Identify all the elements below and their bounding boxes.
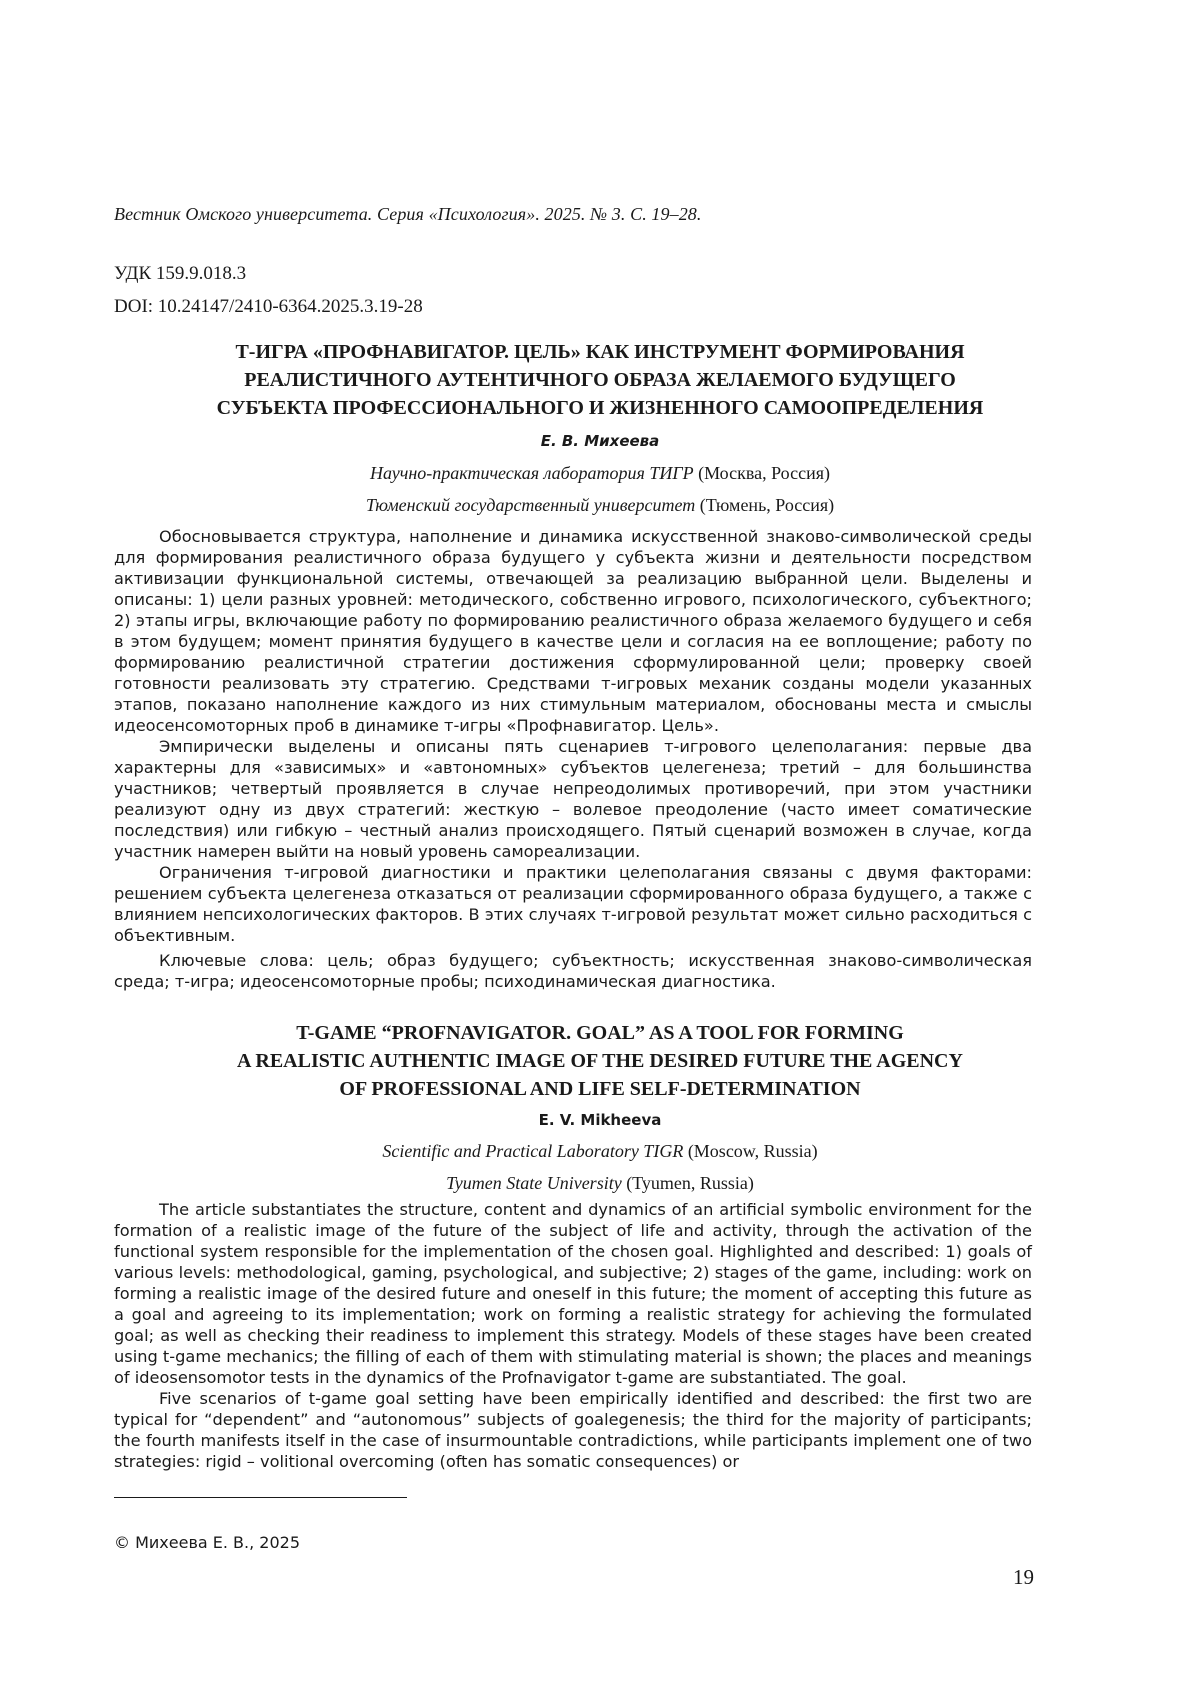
abstract-en bbox=[114, 1199, 1032, 1472]
abstract-paragraph: Обосновывается структура, наполнение и динамика искусственной знаково-символической среды для формирования реалистичного образа будущего у субъекта жизни и деятельности посредством активизации функциональной системы, отвечающей за реализацию выбранной цели. Выделены и описаны: 1) цели разных уровней: методического, собственно игрового, психологического, субъектного; 2) этапы игры, включающие работу по формированию реалистичного образа желаемого будущего и себя в этом будущем; момент принятия будущего в качестве цели и согласия на ее воплощение; работу по формированию реалистичной стратегии достижения сформулированной цели; проверку своей готовности реализовать эту стратегию. Средствами т-игровых механик созданы модели указанных этапов, показано наполнение каждого из них стимульным материалом, обоснованы места и смыслы идеосенсомоторных проб в динамике т-игры «Профнавигатор. Цель». bbox=[114, 527, 1032, 735]
title-ru-line: СУБЪЕКТА ПРОФЕССИОНАЛЬНОГО И ЖИЗНЕННОГО САМООПРЕДЕЛЕНИЯ bbox=[216, 397, 984, 419]
author-ru: Е. В. Михеева bbox=[540, 432, 660, 450]
page-number: 19 bbox=[1013, 1565, 1034, 1589]
title-en bbox=[114, 1019, 1086, 1103]
abstract-paragraph: Five scenarios of t-game goal setting have been empirically identified and described: the first two are typical for “dependent” and “autonomous” subjects of goalegenesis; the third for the majority of participants; the fourth manifests itself in the case of insurmountable contradictions, while participants implement one of two strategies: rigid – volitional overcoming (often has somatic consequences) or bbox=[114, 1389, 1032, 1471]
author-en: E. V. Mikheeva bbox=[538, 1111, 662, 1129]
affiliation-place: (Tyumen, Russia) bbox=[626, 1173, 754, 1193]
affiliation-name: Tyumen State University bbox=[446, 1173, 622, 1193]
abstract-ru bbox=[114, 526, 1032, 946]
affiliation-name: Scientific and Practical Laboratory TIGR bbox=[382, 1141, 684, 1161]
abstract-paragraph: Эмпирически выделены и описаны пять сценариев т-игрового целеполагания: первые два характерны для «зависимых» и «автономных» субъектов целегенеза; третий – для большинства участников; четвертый проявляется в случае непреодолимых противоречий, при этом участники реализуют одну из двух стратегий: жесткую – волевое преодоление (часто имеет соматические последствия) или гибкую – честный анализ происходящего. Пятый сценарий возможен в случае, когда участник намерен выйти на новый уровень самореализации. bbox=[114, 737, 1032, 861]
affiliation-en-2 bbox=[114, 1173, 1086, 1194]
doi[interactable]: DOI: 10.24147/2410-6364.2025.3.19-28 bbox=[114, 296, 423, 317]
title-ru bbox=[114, 338, 1086, 422]
abstract-paragraph: The article substantiates the structure, content and dynamics of an artificial symbolic environment for the formation of a realistic image of the future of the subject of life and activity, through the activation of the functional system responsible for the implementation of the chosen goal. Highlighted and described: 1) goals of various levels: methodological, gaming, psychological, and subjective; 2) stages of the game, including: work on forming a realistic image of the desired future and oneself in this future; the moment of accepting this future as a goal and agreeing to its implementation; work on forming a realistic strategy for achieving the formulated goal; as well as checking their readiness to implement this strategy. Models of these stages have been created using t-game mechanics; the filling of each of them with stimulating material is shown; the places and meanings of ideosensomotor tests in the dynamics of the Profnavigator t-game are substantiated. The goal. bbox=[114, 1200, 1032, 1387]
affiliation-ru-1 bbox=[114, 463, 1086, 484]
footnote-divider bbox=[114, 1497, 407, 1498]
title-en-line: OF PROFESSIONAL AND LIFE SELF-DETERMINATION bbox=[339, 1078, 861, 1100]
title-en-line: A REALISTIC AUTHENTIC IMAGE OF THE DESIRED FUTURE THE AGENCY bbox=[237, 1050, 963, 1072]
copyright-note: © Михеева Е. В., 2025 bbox=[114, 1533, 300, 1552]
title-ru-line: РЕАЛИСТИЧНОГО АУТЕНТИЧНОГО ОБРАЗА ЖЕЛАЕМОГО БУДУЩЕГО bbox=[244, 369, 956, 391]
keywords-ru bbox=[114, 950, 1032, 992]
journal-citation: Вестник Омского университета. Серия «Психология». 2025. № 3. С. 19–28. bbox=[114, 204, 702, 224]
keywords-text: Ключевые слова: цель; образ будущего; субъектность; искусственная знаково-символическая среда; т-игра; идеосенсомоторные пробы; психодинамическая диагностика. bbox=[114, 951, 1032, 991]
affiliation-en-1 bbox=[114, 1141, 1086, 1162]
affiliation-place: (Тюмень, Россия) bbox=[699, 495, 835, 515]
title-en-line: T-GAME “PROFNAVIGATOR. GOAL” AS A TOOL FOR FORMING bbox=[296, 1022, 904, 1044]
affiliation-ru-2 bbox=[114, 495, 1086, 516]
abstract-paragraph: Ограничения т-игровой диагностики и практики целеполагания связаны с двумя факторами: решением субъекта целегенеза отказаться от реализации сформированного образа будущего, а также с влиянием непсихологических факторов. В этих случаях т-игровой результат может сильно расходиться с объективным. bbox=[114, 863, 1032, 945]
affiliation-name: Тюменский государственный университет bbox=[365, 495, 696, 515]
affiliation-place: (Moscow, Russia) bbox=[687, 1141, 818, 1161]
title-ru-line: Т-ИГРА «ПРОФНАВИГАТОР. ЦЕЛЬ» КАК ИНСТРУМЕНТ ФОРМИРОВАНИЯ bbox=[235, 341, 965, 363]
affiliation-place: (Москва, Россия) bbox=[698, 463, 830, 483]
affiliation-name: Научно-практическая лаборатория ТИГР bbox=[370, 463, 694, 483]
udk-code: УДК 159.9.018.3 bbox=[114, 263, 247, 284]
